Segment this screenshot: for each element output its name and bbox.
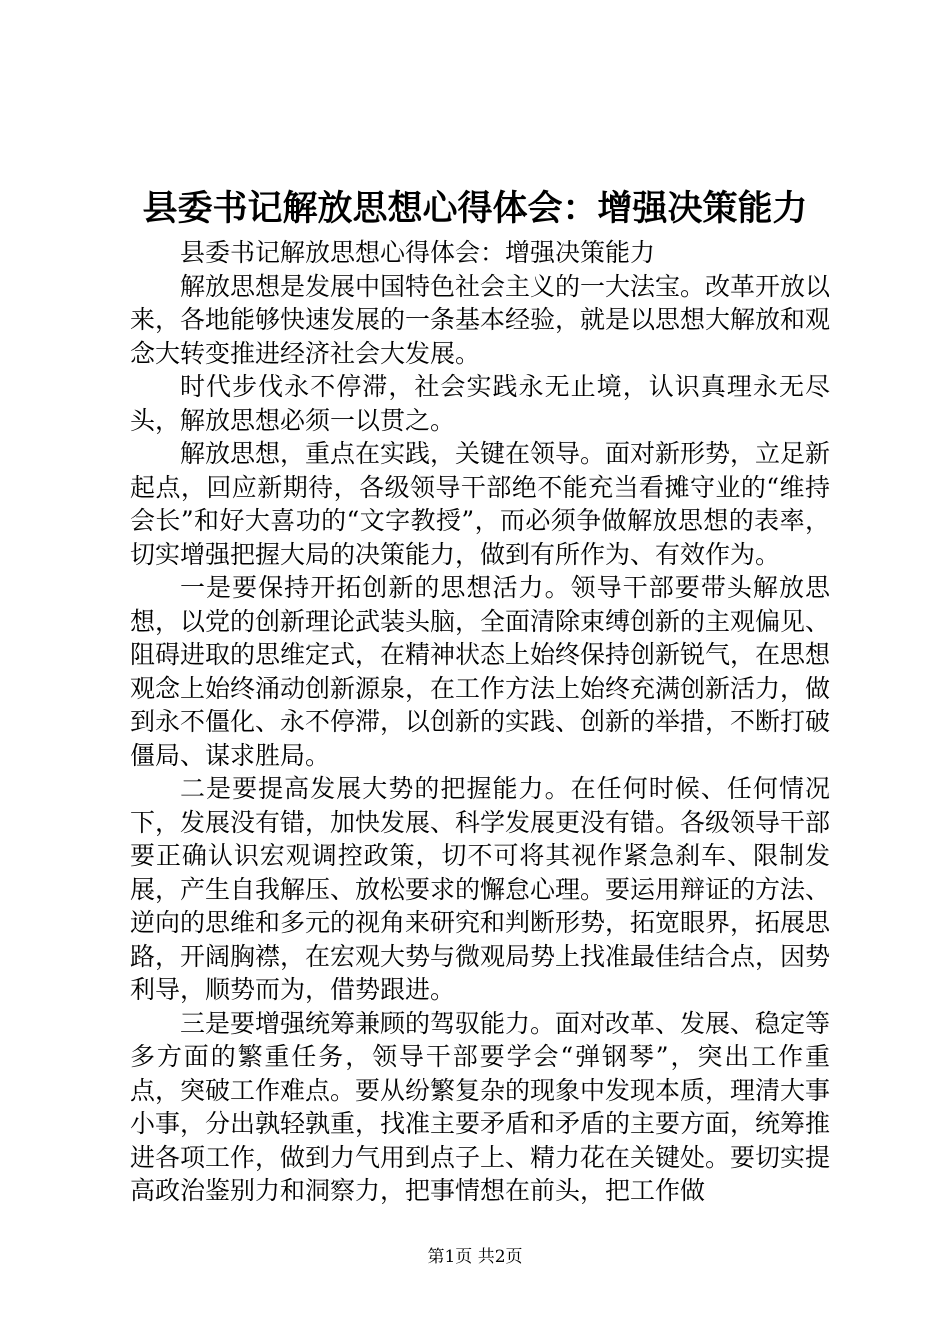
paragraph-subtitle: 县委书记解放思想心得体会：增强决策能力 bbox=[180, 238, 656, 267]
document-title: 县委书记解放思想心得体会：增强决策能力 bbox=[142, 188, 808, 229]
paragraph: 时代步伐永不停滞，社会实践永无止境，认识真理永无尽头，解放思想必须一以贯之。 bbox=[130, 372, 830, 435]
paragraph: 解放思想是发展中国特色社会主义的一大法宝。改革开放以来，各地能够快速发展的一条基本经验，就是以思想大解放和观念大转变推进经济社会大发展。 bbox=[130, 271, 831, 368]
paragraph: 一是要保持开拓创新的思想活力。领导干部要带头解放思想，以党的创新理论武装头脑，全面清除束缚创新的主观偏见、阻碍进取的思维定式，在精神状态上始终保持创新锐气，在思想观念上始终涌动创新源泉，在工作方法上始终充满创新活力，做到永不僵化、永不停滞，以创新的实践、创新的举措，不断打破僵局、谋求胜局。 bbox=[130, 573, 831, 770]
page-number-footer: 第1页 共2页 bbox=[427, 1247, 523, 1267]
paragraph: 三是要增强统筹兼顾的驾驭能力。面对改革、发展、稳定等多方面的繁重任务，领导干部要学会“弹钢琴”，突出工作重点，突破工作难点。要从纷繁复杂的现象中发现本质，理清大事小事，分出孰轻孰重，找准主要矛盾和矛盾的主要方面，统筹推进各项工作，做到力气用到点子上、精力花在关键处。要切实提高政治鉴别力和洞察力，把事情想在前头，把工作做 bbox=[130, 1008, 831, 1205]
paragraph: 二是要提高发展大势的把握能力。在任何时候、任何情况下，发展没有错，加快发展、科学发展更没有错。各级领导干部要正确认识宏观调控政策，切不可将其视作紧急刹车、限制发展，产生自我解压、放松要求的懈怠心理。要运用辩证的方法、逆向的思维和多元的视角来研究和判断形势，拓宽眼界，拓展思路，开阔胸襟，在宏观大势与微观局势上找准最佳结合点，因势利导，顺势而为，借势跟进。 bbox=[130, 774, 831, 1004]
paragraph: 解放思想，重点在实践，关键在领导。面对新形势，立足新起点，回应新期待，各级领导干部绝不能充当看摊守业的“维持会长”和好大喜功的“文字教授”，而必须争做解放思想的表率，切实增强把握大局的决策能力，做到有所作为、有效作为。 bbox=[130, 439, 831, 569]
document-body bbox=[130, 236, 830, 1208]
